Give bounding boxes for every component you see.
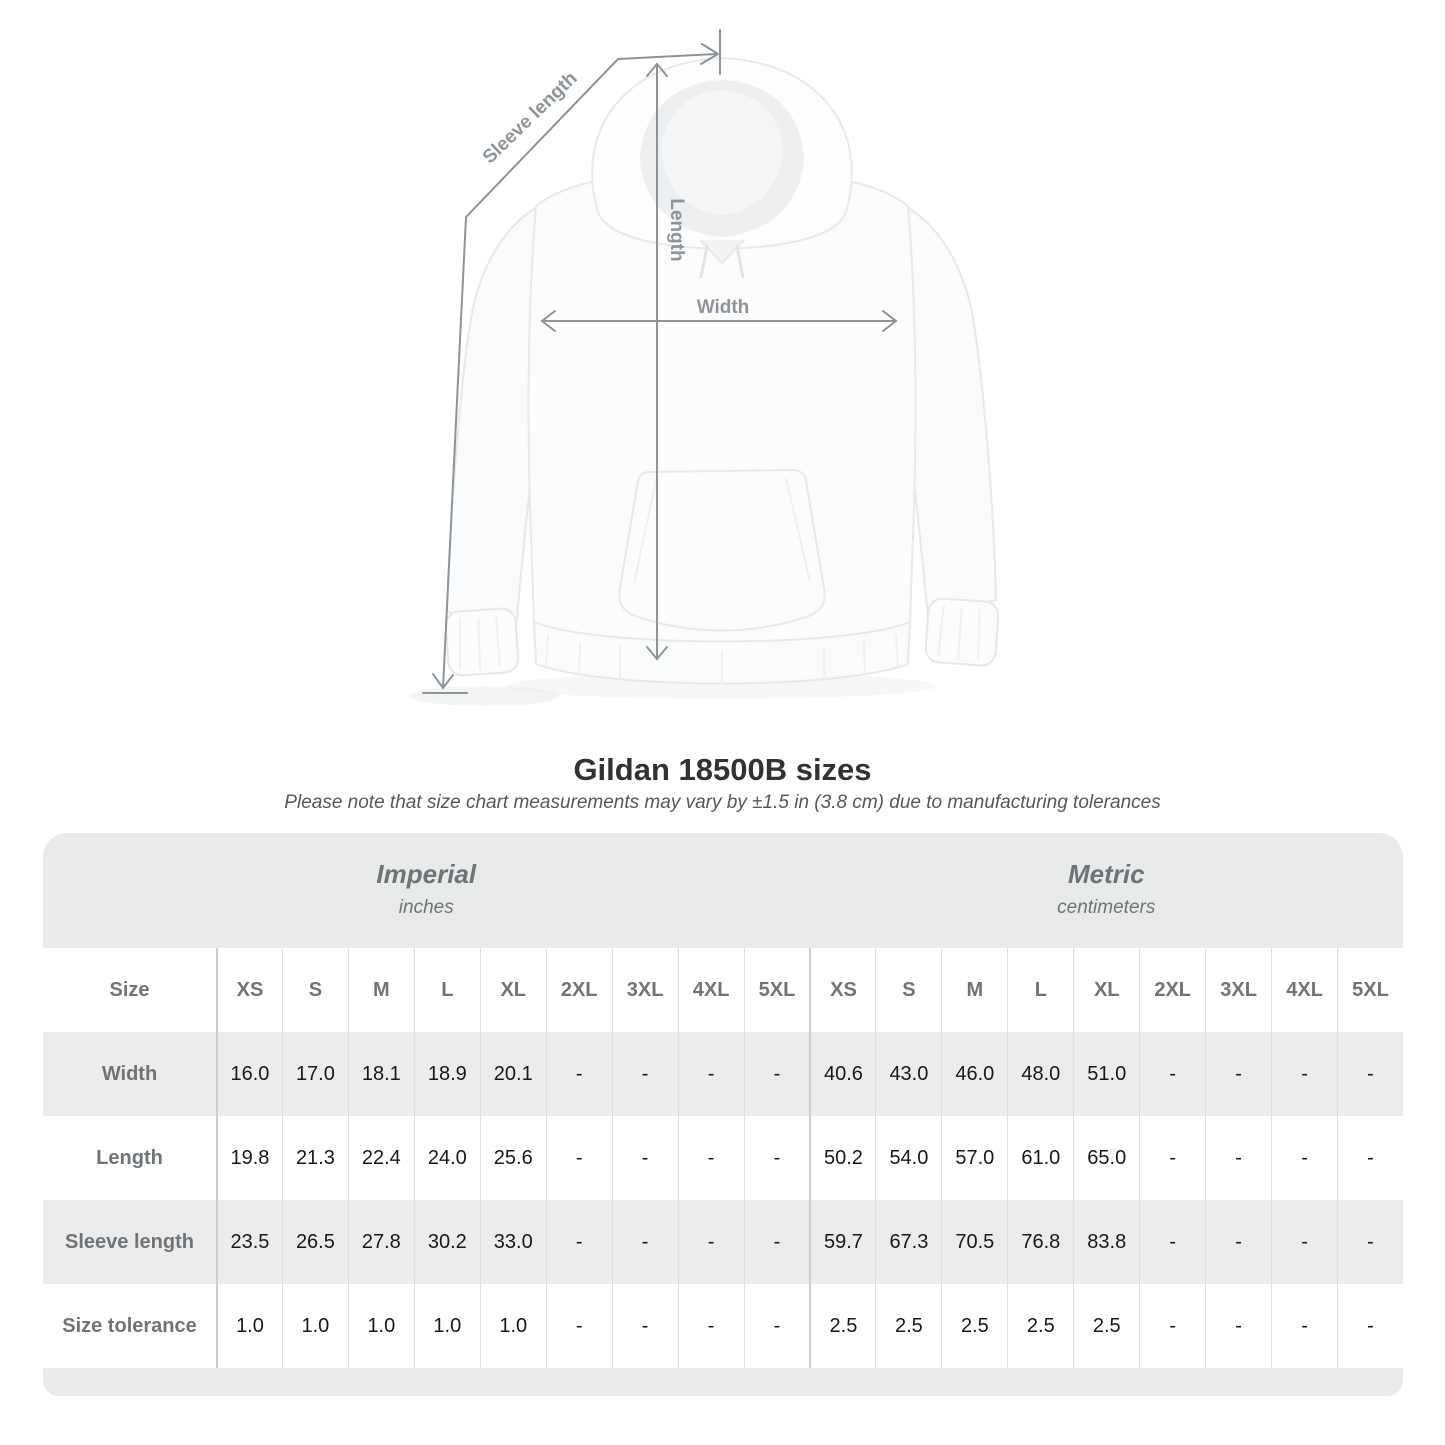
value-cell: - <box>744 1116 810 1200</box>
value-cell: - <box>1139 1032 1205 1116</box>
value-cell: - <box>612 1032 678 1116</box>
value-cell: 2.5 <box>809 1284 875 1368</box>
value-cell: 40.6 <box>809 1032 875 1116</box>
size-col-header: XL <box>1073 948 1139 1032</box>
value-cell: 61.0 <box>1007 1116 1073 1200</box>
left-cuff <box>445 608 519 677</box>
value-cell: 30.2 <box>414 1200 480 1284</box>
value-cell: 23.5 <box>216 1200 282 1284</box>
value-cell: - <box>1337 1116 1403 1200</box>
value-cell: - <box>678 1116 744 1200</box>
value-cell: 1.0 <box>348 1284 414 1368</box>
value-cell: 57.0 <box>941 1116 1007 1200</box>
value-cell: - <box>678 1200 744 1284</box>
size-col-header: S <box>282 948 348 1032</box>
size-col-header: M <box>941 948 1007 1032</box>
column-header-row <box>43 948 1403 1032</box>
value-cell: - <box>1271 1284 1337 1368</box>
size-col-header: 5XL <box>744 948 810 1032</box>
value-cell: 25.6 <box>480 1116 546 1200</box>
value-cell: 46.0 <box>941 1032 1007 1116</box>
value-cell: 2.5 <box>941 1284 1007 1368</box>
value-cell: - <box>546 1032 612 1116</box>
value-cell: - <box>546 1200 612 1284</box>
size-col-header: 2XL <box>1139 948 1205 1032</box>
page-title: Gildan 18500B sizes <box>573 752 872 787</box>
value-cell: 24.0 <box>414 1116 480 1200</box>
value-cell: - <box>1337 1032 1403 1116</box>
value-cell: - <box>1205 1032 1271 1116</box>
value-cell: - <box>546 1284 612 1368</box>
table-row <box>43 1200 1403 1284</box>
size-col-header: L <box>414 948 480 1032</box>
value-cell: 1.0 <box>216 1284 282 1368</box>
value-cell: 70.5 <box>941 1200 1007 1284</box>
value-cell: 2.5 <box>1073 1284 1139 1368</box>
value-cell: - <box>1271 1200 1337 1284</box>
value-cell: 2.5 <box>1007 1284 1073 1368</box>
value-cell: - <box>612 1116 678 1200</box>
value-cell: 1.0 <box>282 1284 348 1368</box>
row-label: Length <box>96 1146 163 1169</box>
value-cell: - <box>1139 1284 1205 1368</box>
imperial-unit-group <box>43 833 810 948</box>
value-cell: - <box>1205 1284 1271 1368</box>
value-cell: 16.0 <box>216 1032 282 1116</box>
size-col-header: 3XL <box>612 948 678 1032</box>
length-label: Length <box>666 198 687 262</box>
value-cell: - <box>1337 1200 1403 1284</box>
value-cell: 20.1 <box>480 1032 546 1116</box>
value-cell: 26.5 <box>282 1200 348 1284</box>
metric-sublabel: centimeters <box>1057 896 1156 918</box>
metric-label: Metric <box>1067 858 1145 889</box>
value-cell: 18.9 <box>414 1032 480 1116</box>
value-cell: - <box>744 1032 810 1116</box>
value-cell: 83.8 <box>1073 1200 1139 1284</box>
value-cell: 2.5 <box>875 1284 941 1368</box>
value-cell: 1.0 <box>414 1284 480 1368</box>
size-col-header: 4XL <box>1271 948 1337 1032</box>
size-col-header: 2XL <box>546 948 612 1032</box>
value-cell: - <box>744 1284 810 1368</box>
value-cell: - <box>1205 1116 1271 1200</box>
value-cell: 17.0 <box>282 1032 348 1116</box>
value-cell: 50.2 <box>809 1116 875 1200</box>
value-cell: - <box>612 1200 678 1284</box>
row-label: Sleeve length <box>65 1230 194 1253</box>
table-row <box>43 1032 1403 1116</box>
value-cell: 33.0 <box>480 1200 546 1284</box>
size-header: Size <box>109 978 150 1001</box>
value-cell: - <box>678 1284 744 1368</box>
size-col-header: 4XL <box>678 948 744 1032</box>
size-col-header: XS <box>809 948 875 1032</box>
value-cell: 21.3 <box>282 1116 348 1200</box>
table-row <box>43 1284 1403 1368</box>
value-cell: 27.8 <box>348 1200 414 1284</box>
value-cell: 65.0 <box>1073 1116 1139 1200</box>
value-cell: - <box>678 1032 744 1116</box>
width-label: Width <box>696 297 750 318</box>
imperial-label: Imperial <box>376 858 477 889</box>
kangaroo-pocket <box>619 470 824 631</box>
table-body <box>43 1032 1403 1368</box>
table-row <box>43 1116 1403 1200</box>
value-cell: 59.7 <box>809 1200 875 1284</box>
sleeve-length-label: Sleeve length <box>478 67 582 169</box>
size-col-header: L <box>1007 948 1073 1032</box>
size-chart-table <box>43 833 1403 1396</box>
value-cell: 1.0 <box>480 1284 546 1368</box>
imperial-sublabel: inches <box>398 896 454 918</box>
size-col-header: 5XL <box>1337 948 1403 1032</box>
value-cell: - <box>546 1116 612 1200</box>
value-cell: 54.0 <box>875 1116 941 1200</box>
value-cell: - <box>612 1284 678 1368</box>
value-cell: 22.4 <box>348 1116 414 1200</box>
size-col-header: M <box>348 948 414 1032</box>
value-cell: - <box>1271 1032 1337 1116</box>
unit-header-band <box>43 833 1403 948</box>
size-col-header: XL <box>480 948 546 1032</box>
value-cell: - <box>1337 1284 1403 1368</box>
value-cell: 18.1 <box>348 1032 414 1116</box>
row-label: Width <box>101 1062 158 1085</box>
value-cell: - <box>1139 1116 1205 1200</box>
value-cell: 48.0 <box>1007 1032 1073 1116</box>
value-cell: 43.0 <box>875 1032 941 1116</box>
value-cell: 19.8 <box>216 1116 282 1200</box>
value-cell: - <box>744 1200 810 1284</box>
size-col-header: XS <box>216 948 282 1032</box>
value-cell: - <box>1139 1200 1205 1284</box>
metric-unit-group <box>810 833 1404 948</box>
tolerance-note: Please note that size chart measurements may vary by ±1.5 in (3.8 cm) due to manufacturing tolerances <box>284 792 1161 813</box>
row-label: Size tolerance <box>62 1314 197 1337</box>
size-col-header: S <box>875 948 941 1032</box>
value-cell: - <box>1271 1116 1337 1200</box>
table-footer-band <box>43 1368 1403 1396</box>
value-cell: 51.0 <box>1073 1032 1139 1116</box>
value-cell: 76.8 <box>1007 1200 1073 1284</box>
right-cuff <box>925 598 999 667</box>
value-cell: - <box>1205 1200 1271 1284</box>
value-cell: 67.3 <box>875 1200 941 1284</box>
size-col-header: 3XL <box>1205 948 1271 1032</box>
